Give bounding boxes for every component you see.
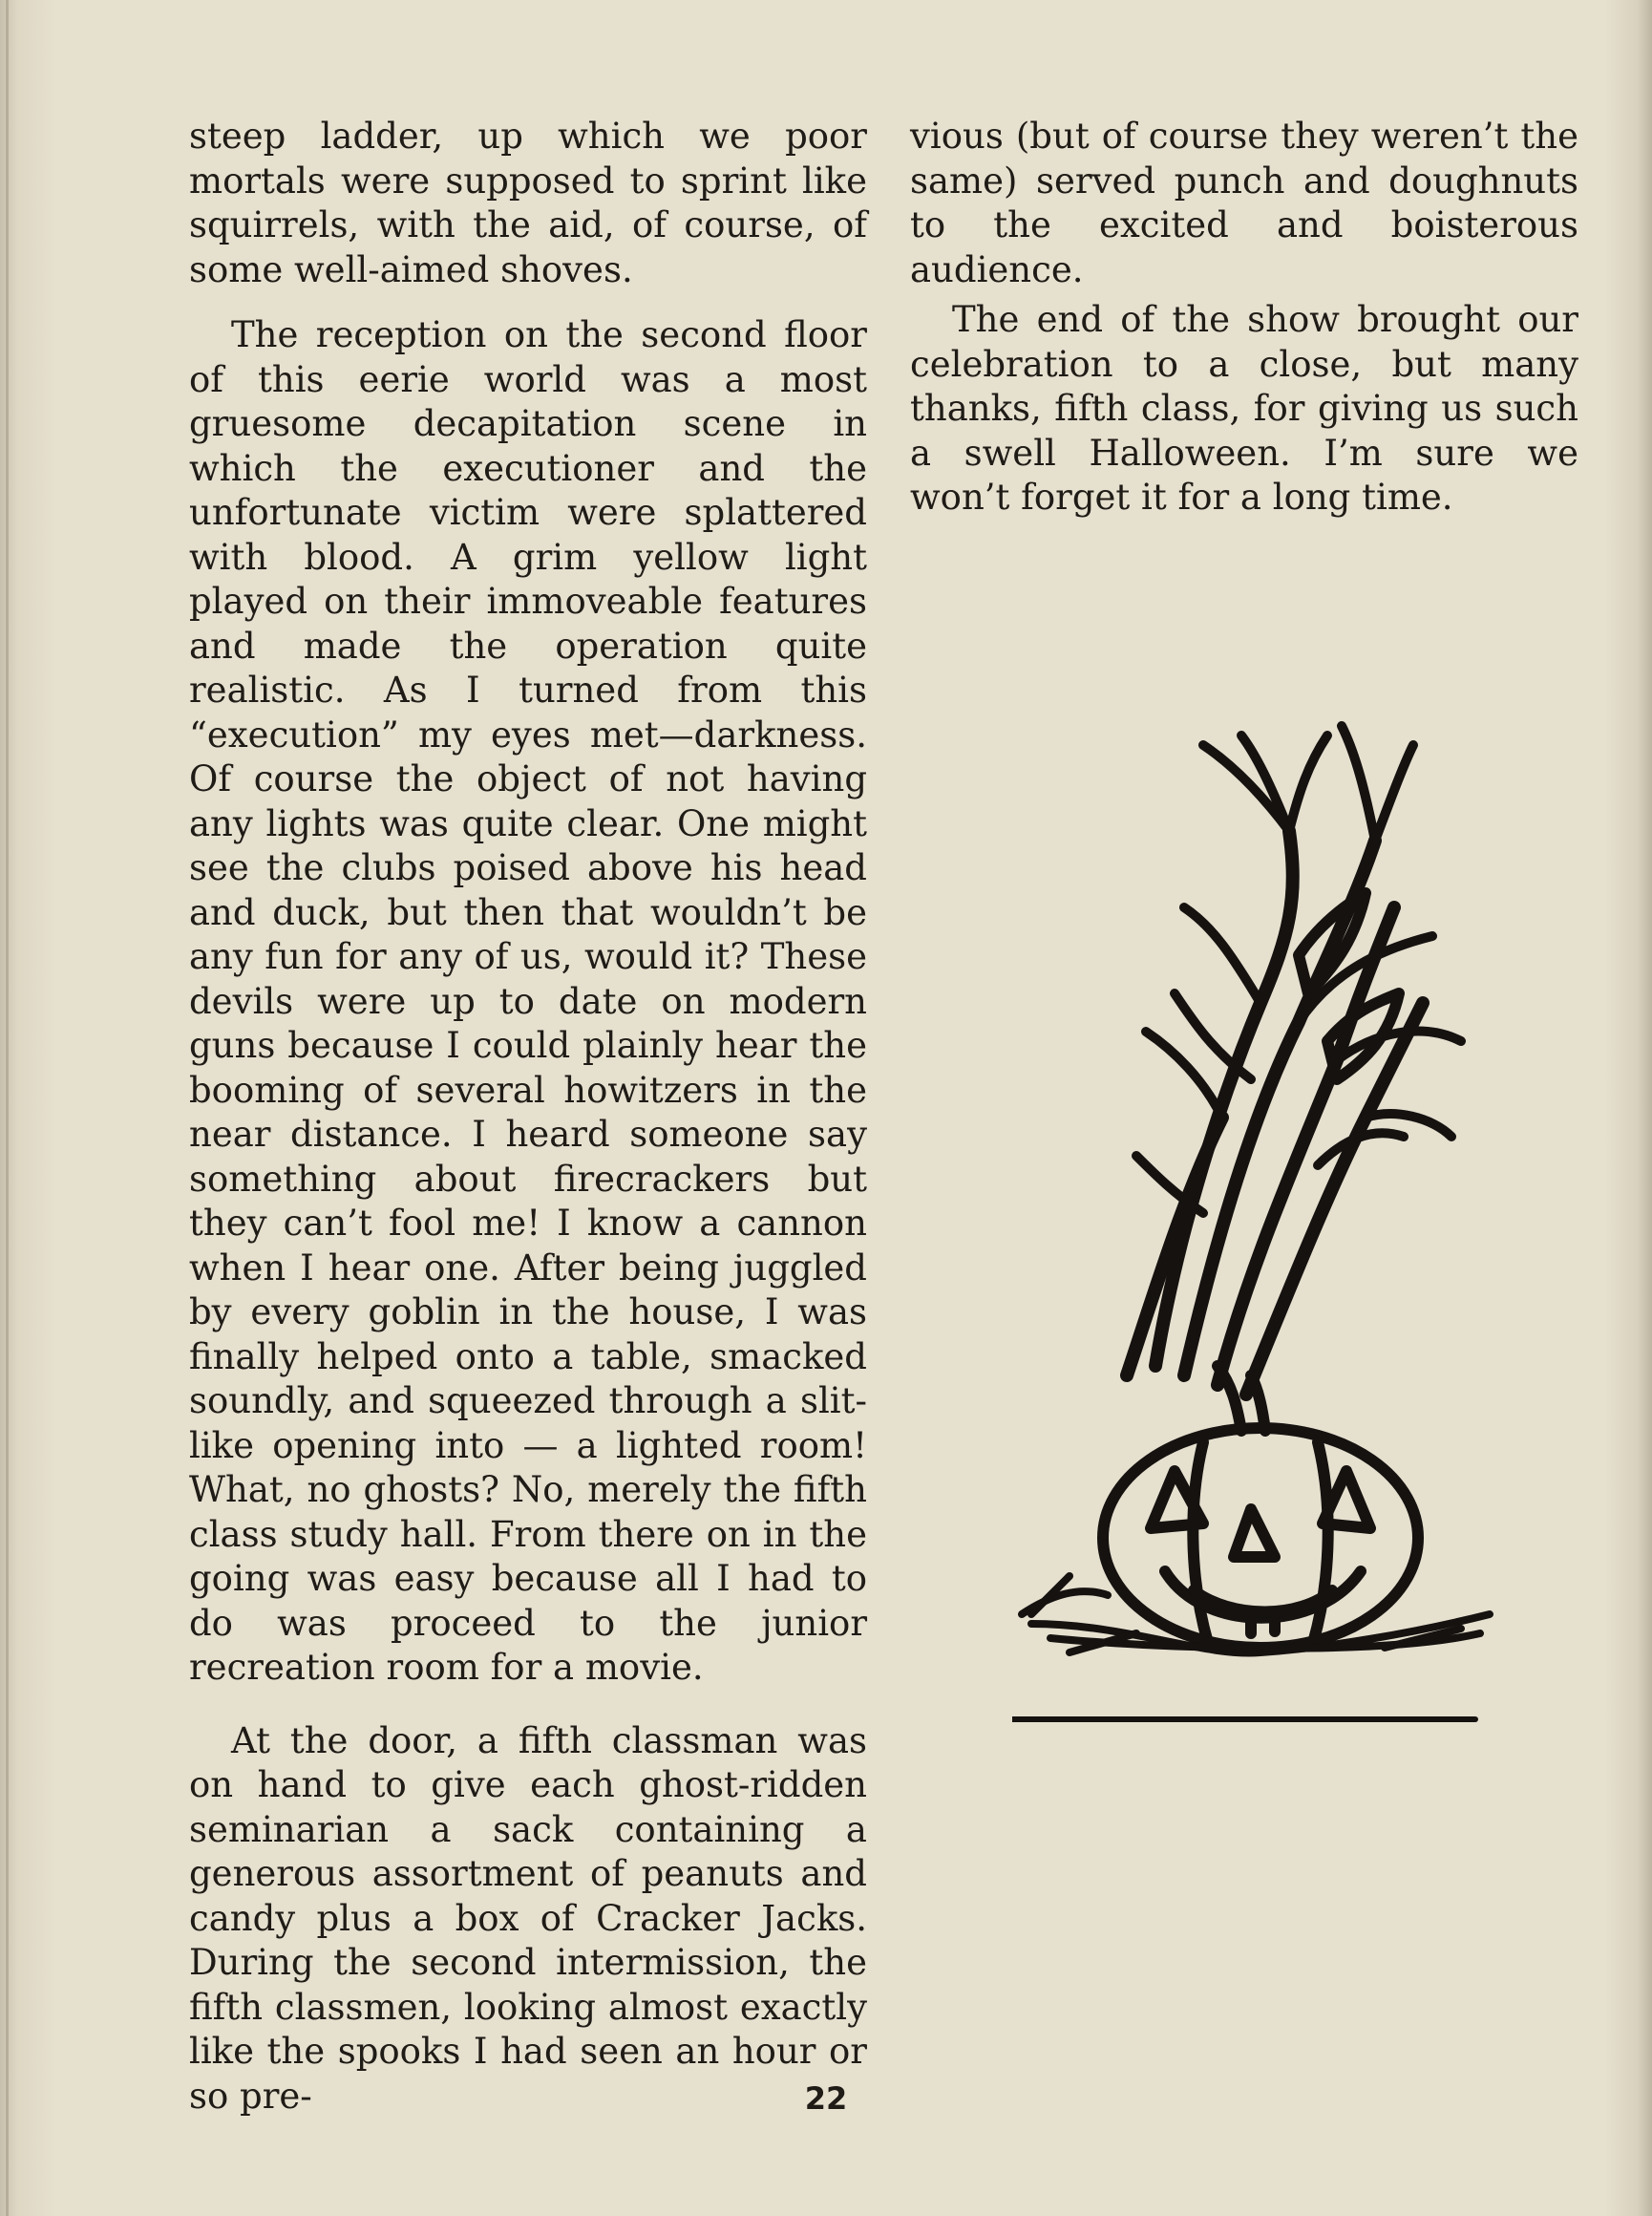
jack-o-lantern — [1103, 1366, 1418, 1648]
page-number: 22 — [804, 2080, 848, 2117]
paragraph-ladder: steep ladder, up which we poor mortals were supposed to sprint like squirrels, with the aid, of course, of some well-aimed shoves. — [189, 116, 867, 290]
right-column — [910, 115, 1578, 521]
paragraph-reception: The reception on the second floor of this eerie world was a most gruesome decapitation scene in which the executioner and the unfortunate victim were splattered with blood. A grim yellow light played on their immoveable features and made the operation quite realistic. As I turned from this “execution” my eyes met—darkness. Of course the object of not having any lights was quite clear. One might see the clubs poised above his head and duck, but then that wouldn’t be any fun for any of us, would it? These devils were up to date on modern guns because I could plainly hear the booming of several howitzers in the near distance. I heard someone say something about firecrackers but they can’t fool me! I know a cannon when I hear one. After being juggled by every goblin in the house, I was finally helped onto a table, smacked soundly, and squeezed through a slit-like opening into — a lighted room! What, no ghosts? No, merely the fifth class study hall. From there on in the going was easy because all I had to do was proceed to the junior recreation room for a movie. — [189, 314, 867, 1688]
cornstalk-pumpkin-illustration — [1012, 716, 1509, 1738]
paragraph-door: At the door, a fifth classman was on hand to give each ghost-ridden seminarian a sack containing a generous assortment of peanuts and candy plus a box of Cracker Jacks. During the second intermission, the fifth classmen, looking almost exactly like the spooks I had seen an hour or so pre- — [189, 1719, 867, 2117]
paragraph-end: The end of the show brought our celebration to a close, but many thanks, fifth class, for giving us such a swell Halloween. I’m sure we won’t forget it for a long time. — [910, 299, 1578, 518]
paragraph-punch: vious (but of course they weren’t the same) served punch and doughnuts to the excited and boisterous audience. — [910, 116, 1578, 290]
page-gutter — [6, 0, 9, 2216]
left-column — [189, 115, 867, 2119]
